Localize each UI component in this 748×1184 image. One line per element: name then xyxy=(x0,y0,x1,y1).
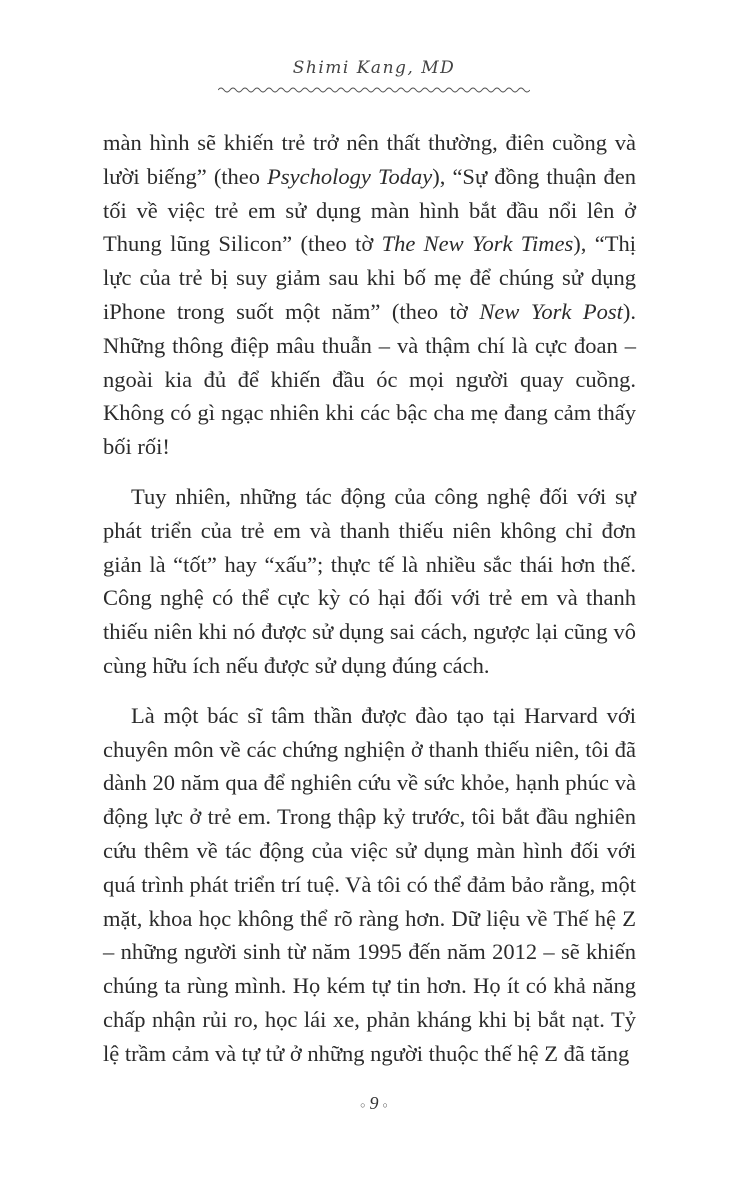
page-number-value: 9 xyxy=(369,1093,379,1113)
text-run: Là một bác sĩ tâm thần được đào tạo tại Harvard với chuyên môn về các chứng nghiện ở thanh thiếu niên, tôi đã dành 20 năm qua để nghiên cứu về sức khỏe, hạnh phúc và động lực ở trẻ em. Trong thập kỷ trước, tôi bắt đầu nghiên cứu thêm về tác động của việc sử dụng màn hình đối với quá trình phát triển trí tuệ. Và tôi có thể đảm bảo rằng, một mặt, khoa học không thể rõ ràng hơn. Dữ liệu về Thế hệ Z – những người sinh từ năm 1995 đến năm 2012 – sẽ khiến chúng ta rùng mình. Họ kém tự tin hơn. Họ ít có khả năng chấp nhận rủi ro, học lái xe, phản kháng khi bị bắt nạt. Tỷ lệ trầm cảm và tự tử ở những người thuộc thế hệ Z đã tăng xyxy=(103,702,636,1066)
author-name: Shimi Kang, MD xyxy=(292,58,456,78)
paragraph xyxy=(103,699,636,1071)
wavy-divider xyxy=(218,86,530,94)
paragraph xyxy=(103,480,636,683)
text-run: ), “Sự đồng thuận đen tối về việc trẻ em sử dụng màn hình bắt đầu nổi lên ở Thung lũng Silicon” (theo tờ xyxy=(103,163,636,257)
paragraph xyxy=(103,126,636,464)
text-run: ). Những thông điệp mâu thuẫn – và thậm chí là cực đoan – ngoài kia đủ để khiến đầu óc mọi người quay cuồng. Không có gì ngạc nhiên khi các bậc cha mẹ đang cảm thấy bối rối! xyxy=(103,298,636,460)
body-text xyxy=(103,126,636,1071)
italic-title: New York Post xyxy=(479,298,623,324)
ornament-dot: ○ xyxy=(382,1099,388,1110)
running-header xyxy=(0,58,748,78)
text-run: Tuy nhiên, những tác động của công nghệ đối với sự phát triển của trẻ em và thanh thiếu niên không chỉ đơn giản là “tốt” hay “xấu”; thực tế là nhiều sắc thái hơn thế. Công nghệ có thể cực kỳ có hại đối với trẻ em và thanh thiếu niên khi nó được sử dụng sai cách, ngược lại cũng vô cùng hữu ích nếu được sử dụng đúng cách. xyxy=(103,483,636,678)
text-run: ), “Thị lực của trẻ bị suy giảm sau khi bố mẹ để chúng sử dụng iPhone trong suốt một năm” (theo tờ xyxy=(103,231,636,324)
italic-title: The New York Times xyxy=(381,231,574,257)
page-number xyxy=(0,1093,748,1114)
ornament-dot: ○ xyxy=(360,1099,366,1110)
italic-title: Psychology Today xyxy=(267,163,433,189)
text-run: màn hình sẽ khiến trẻ trở nên thất thường, điên cuồng và lười biếng” (theo xyxy=(103,130,636,189)
